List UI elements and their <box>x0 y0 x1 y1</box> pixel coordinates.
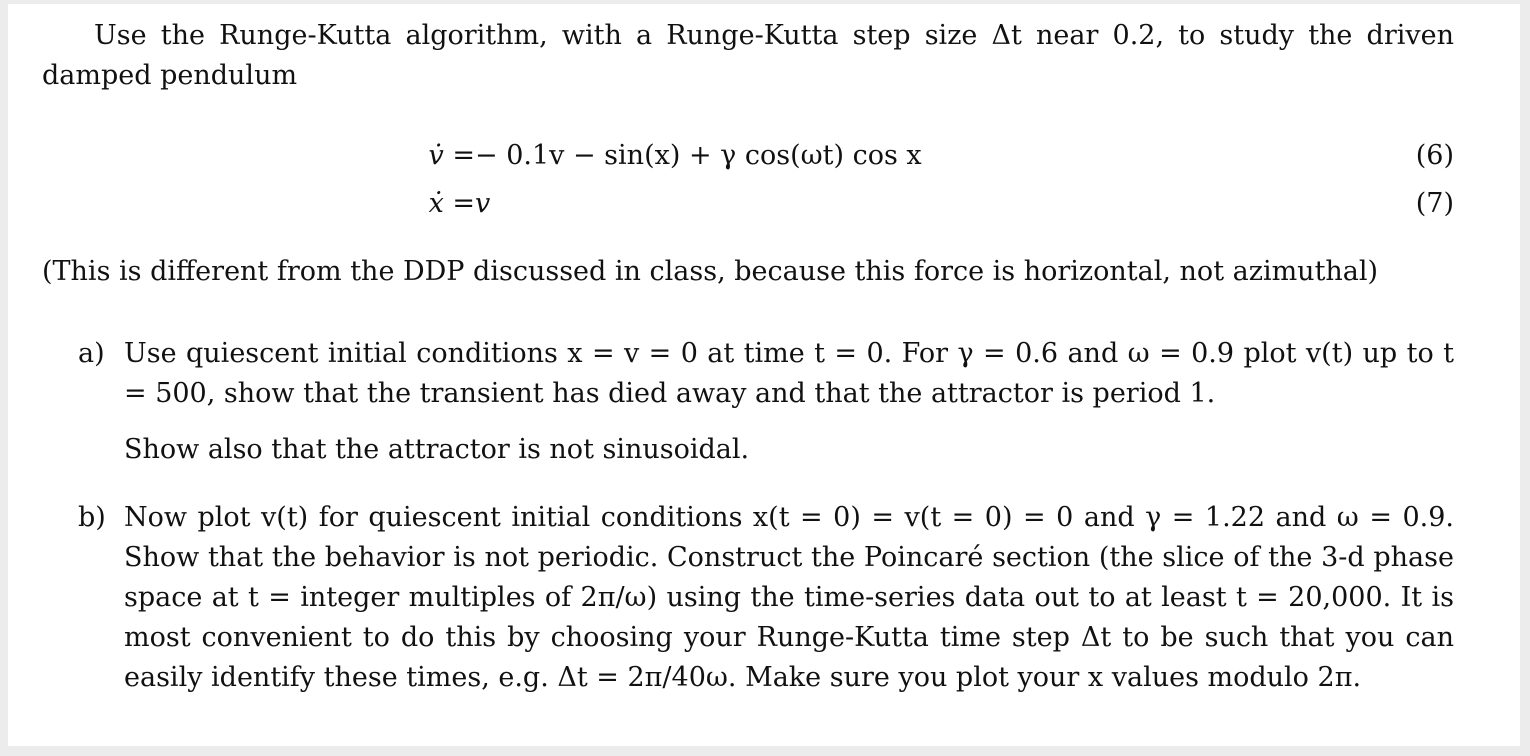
equation-rhs: v <box>475 188 491 219</box>
equation-6 <box>8 136 1520 176</box>
note-paragraph: (This is different from the DDP discussed in class, because this force is horizontal, not azimuthal) <box>42 256 1379 287</box>
part-text: Use quiescent initial conditions x = v = 0 at time t = 0. For γ = 0.6 and ω = 0.9 plot v(t) up to t = 500, show that the transient has died away and that the attractor is period 1. <box>124 338 1454 409</box>
part-text: Now plot v(t) for quiescent initial conditions x(t = 0) = v(t = 0) = 0 and γ = 1.22 and ω = 0.9. Show that the behavior is not periodic. Construct the Poincaré section (the slice of the 3-d phase space at t = integer multiples of 2π/ω) using the time-series data out to at least t = 20,000. It is most convenient to do this by choosing your Runge-Kutta time step Δt to be such that you can easily identify these times, e.g. Δt = 2π/40ω. Make sure you plot your x values modulo 2π. <box>124 502 1454 693</box>
equation-number: (7) <box>1415 188 1454 219</box>
part-label: a) <box>78 338 105 369</box>
equation-number: (6) <box>1415 140 1454 171</box>
equation-rhs: − 0.1v − sin(x) + γ cos(ωt) cos x <box>475 140 922 171</box>
part-b <box>42 498 1454 698</box>
intro-paragraph: Use the Runge-Kutta algorithm, with a Runge-Kutta step size Δt near 0.2, to study the driven damped pendulum <box>42 20 1454 91</box>
part-a <box>42 334 1454 470</box>
document-page <box>8 4 1520 746</box>
equation-lhs: v̇ = <box>428 140 475 171</box>
part-label: b) <box>78 502 106 533</box>
part-extra-text: Show also that the attractor is not sinusoidal. <box>124 434 750 465</box>
equation-lhs: ẋ = <box>428 188 475 219</box>
equation-7 <box>8 184 1520 224</box>
